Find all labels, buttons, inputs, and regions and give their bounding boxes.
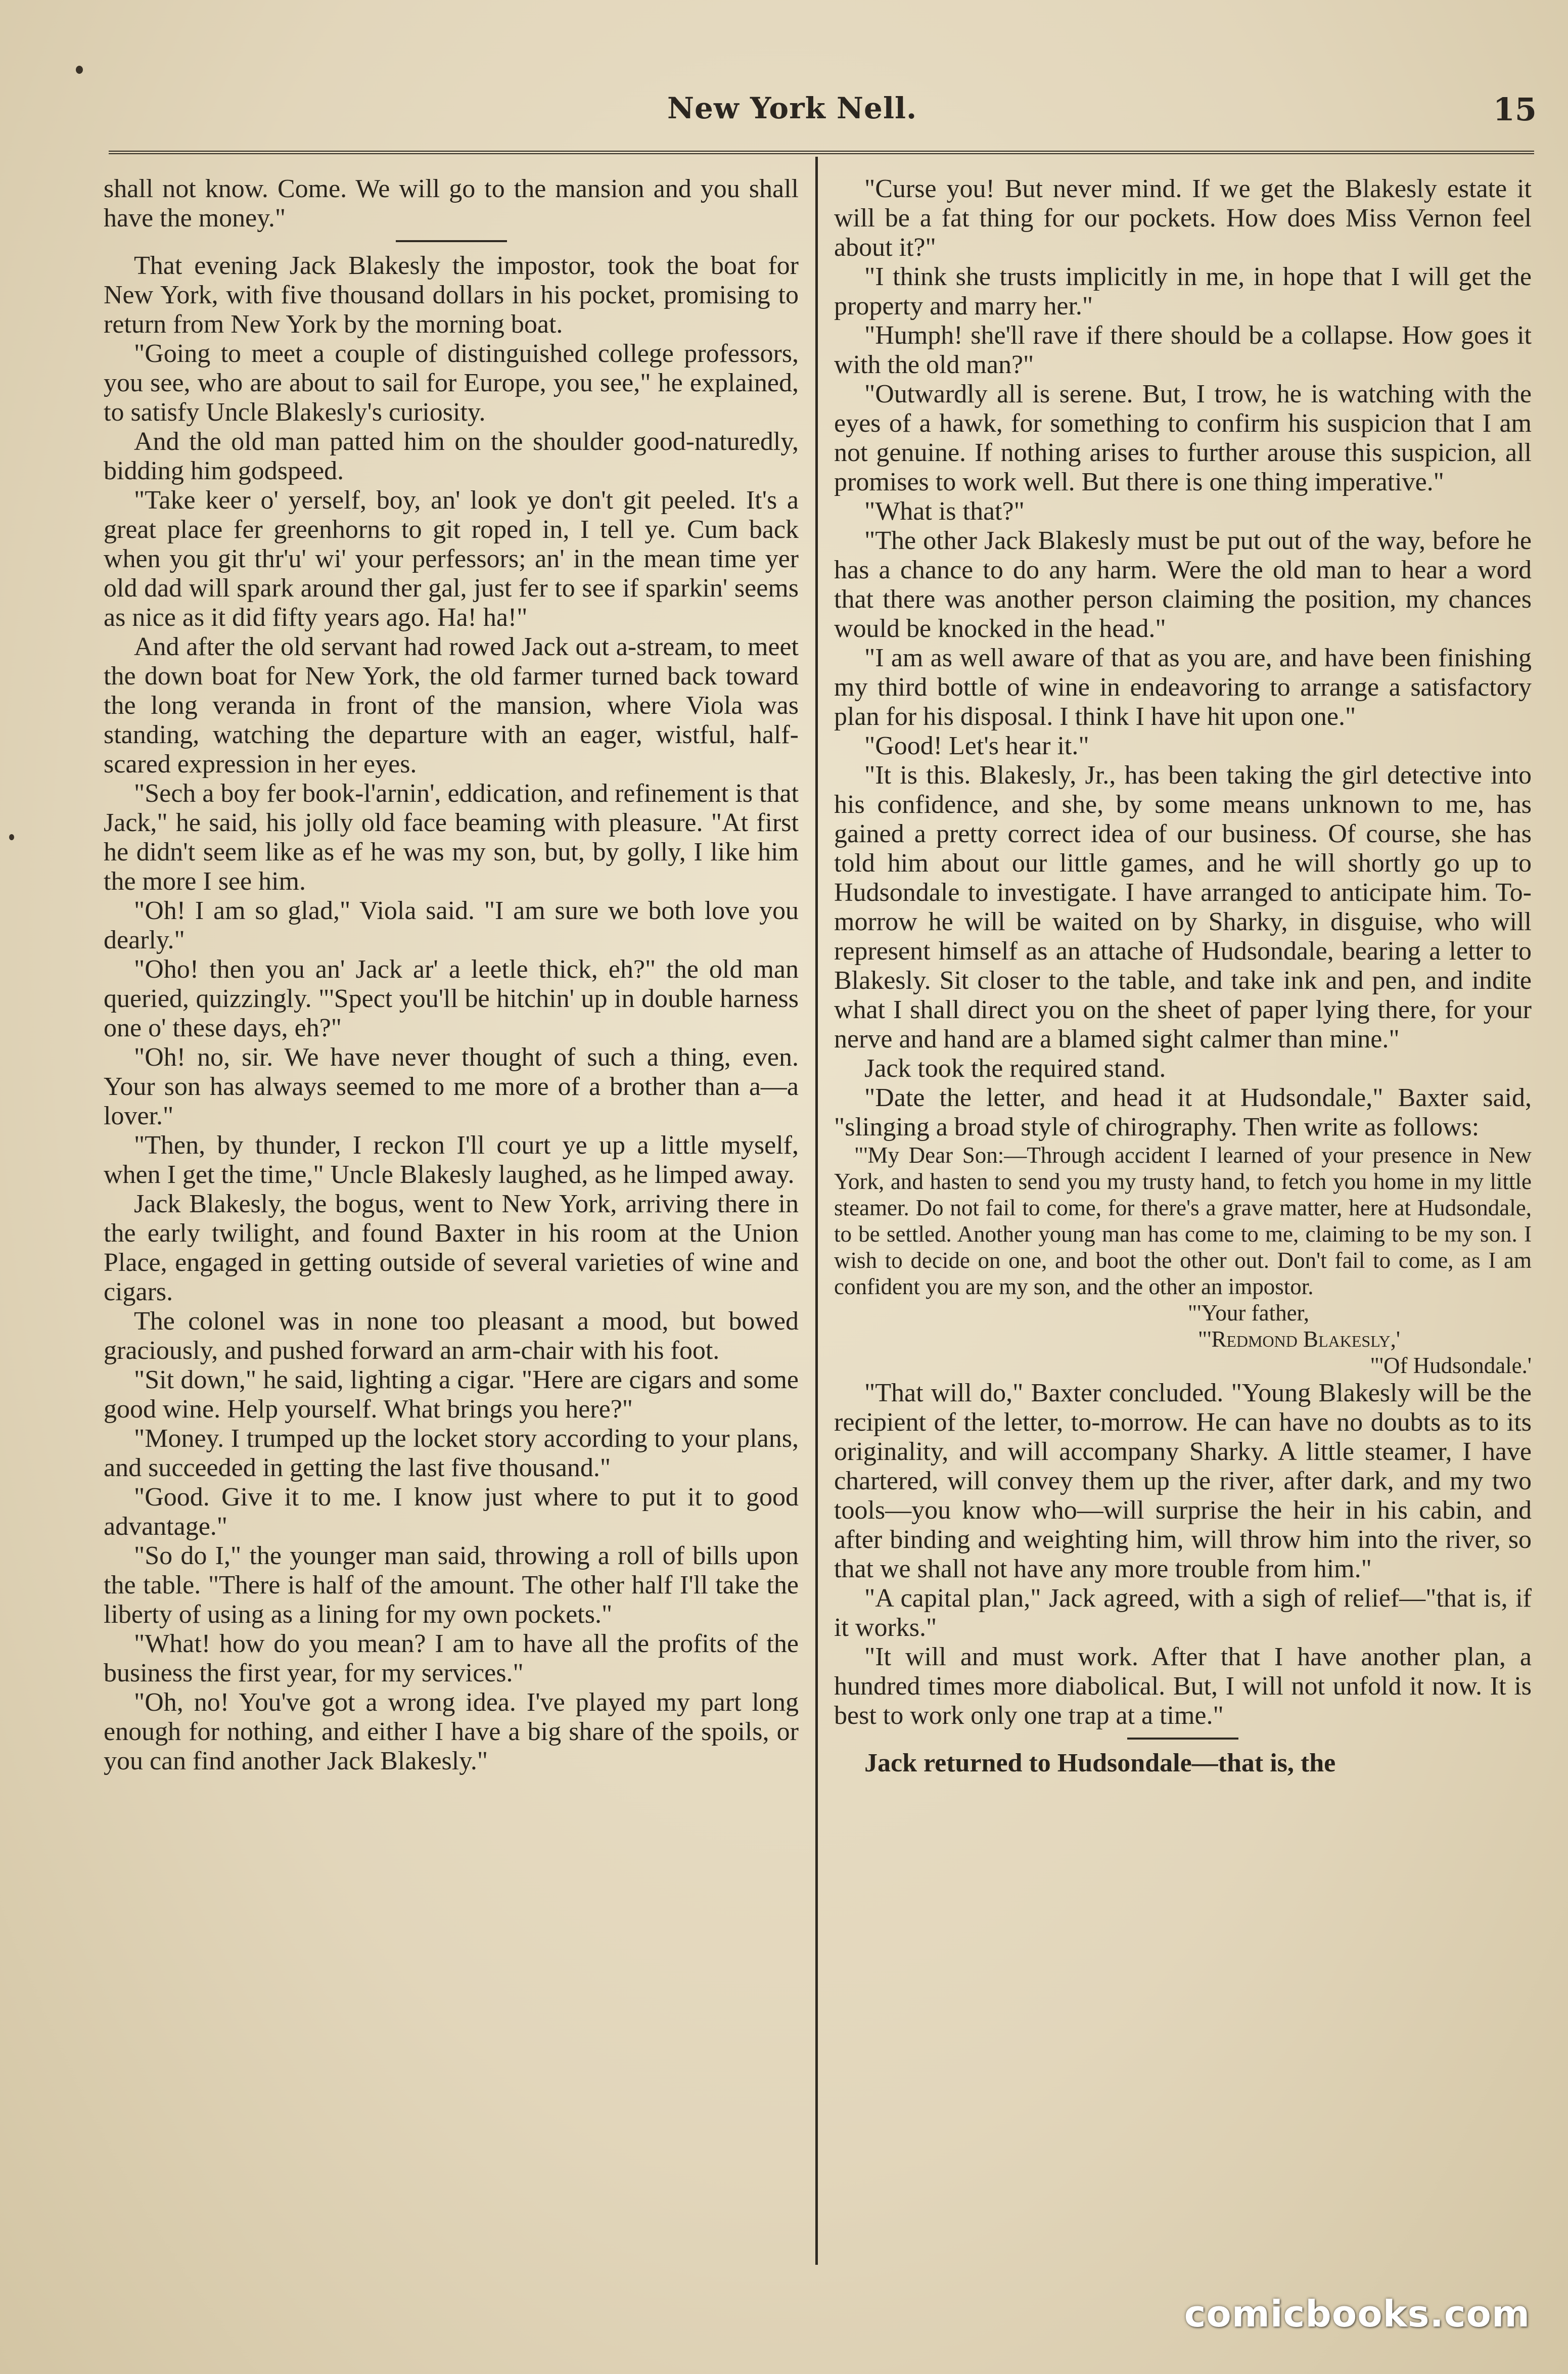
paragraph: "Date the letter, and head it at Hudsondale," Baxter said, "slinging a broad style of chirography. Then write as follows: bbox=[834, 1083, 1532, 1142]
paragraph: "Going to meet a couple of distinguished college professors, you see, who are about to sail for Europe, you see," he explained, to satisfy Uncle Blakesly's curiosity. bbox=[104, 339, 799, 427]
paragraph: "The other Jack Blakesly must be put out of the way, before he has a chance to do any harm. Were the old man to hear a word that there was another person claiming the position, my chances would be knocked in the head." bbox=[834, 526, 1532, 643]
running-title: New York Nell. bbox=[667, 91, 917, 125]
paragraph: The colonel was in none too pleasant a mood, but bowed graciously, and pushed forward an arm-chair with his foot. bbox=[104, 1307, 799, 1365]
page-number: 15 bbox=[1493, 91, 1537, 128]
section-rule bbox=[396, 240, 507, 242]
paragraph: "Then, by thunder, I reckon I'll court ye up a little myself, when I get the time," Uncle Blakesly laughed, as he limped away. bbox=[104, 1131, 799, 1189]
paragraph: "Outwardly all is serene. But, I trow, he is watching with the eyes of a hawk, for something to confirm his suspicion that I am not genuine. If nothing arises to further arouse this suspicion, all promises to work well. But there is one thing imperative." bbox=[834, 380, 1532, 496]
quoted-letter bbox=[834, 1142, 1532, 1379]
source-watermark: comicbooks.com bbox=[1184, 2293, 1530, 2335]
paragraph: "That will do," Baxter concluded. "Young Blakesly will be the recipient of the letter, to-morrow. He can have no doubts as to its originality, and will accompany Sharky. A little steamer, I have chartered, will convey them up the river, after dark, and my two tools—you know who—will surprise the heir in his cabin, and after binding and weighting him, will throw him into the river, so that we shall not have any more trouble from him." bbox=[834, 1379, 1532, 1583]
paragraph: Jack Blakesly, the bogus, went to New York, arriving there in the early twilight, and found Baxter in his room at the Union Place, engaged in getting outside of several varieties of wine and cigars. bbox=[104, 1190, 799, 1306]
column-divider bbox=[815, 157, 818, 2265]
paragraph: "Sech a boy fer book-l'arnin', eddication, and refinement is that Jack," he said, his jolly old face beaming with pleasure. "At first he didn't seem like as ef he was my son, but, by golly, I like him the more I see him. bbox=[104, 779, 799, 896]
paragraph: "Oho! then you an' Jack ar' a leetle thick, eh?" the old man queried, quizzingly. "'Spect you'll be hitchin' up in double harness one o' these days, eh?" bbox=[104, 955, 799, 1042]
paragraph: "Sit down," he said, lighting a cigar. "Here are cigars and some good wine. Help yourself. What brings you here?" bbox=[104, 1365, 799, 1424]
paper-speck bbox=[76, 66, 83, 74]
running-header bbox=[106, 86, 1537, 136]
paragraph: "I am as well aware of that as you are, and have been finishing my third bottle of wine in endeavoring to arrange a satisfactory plan for his disposal. I think I have hit upon one." bbox=[834, 644, 1532, 731]
paragraph: "Humph! she'll rave if there should be a collapse. How goes it with the old man?" bbox=[834, 321, 1532, 379]
section-rule bbox=[1127, 1738, 1238, 1740]
paragraph: "Oh! no, sir. We have never thought of such a thing, even. Your son has always seemed to me more of a brother than a—a lover." bbox=[104, 1043, 799, 1130]
paragraph: That evening Jack Blakesly the impostor, took the boat for New York, with five thousand dollars in his pocket, promising to return from New York by the morning boat. bbox=[104, 251, 799, 339]
paragraph: "Money. I trumped up the locket story according to your plans, and succeeded in getting the last five thousand." bbox=[104, 1424, 799, 1482]
header-rule bbox=[109, 151, 1534, 154]
paragraph: "It will and must work. After that I have another plan, a hundred times more diabolical. But, I will not unfold it now. It is best to work only one trap at a time." bbox=[834, 1642, 1532, 1730]
paragraph: "What is that?" bbox=[864, 497, 1025, 526]
paragraph: "Oh! I am so glad," Viola said. "I am sure we both love you dearly." bbox=[104, 896, 799, 954]
paragraph: "Oh, no! You've got a wrong idea. I've played my part long enough for nothing, and either I have a big share of the spoils, or you can find another Jack Blakesly." bbox=[104, 1688, 799, 1775]
closing-paragraph: Jack returned to Hudsondale—that is, the bbox=[864, 1749, 1336, 1777]
paragraph: "A capital plan," Jack agreed, with a sigh of relief—"that is, if it works." bbox=[834, 1584, 1532, 1642]
paragraph: "I think she trusts implicitly in me, in hope that I will get the property and marry her." bbox=[834, 262, 1532, 321]
letter-body: "'My Dear Son:—Through accident I learned of your presence in New York, and hasten to send you my trusty hand, to fetch you home in my little steamer. Do not fail to come, for there's a grave matter, here at Hudsondale, to be settled. Another young man has come to me, claiming to be my son. I wish to decide on one, and boot the other out. Don't fail to come, as I am confident you are my son, and the other an impostor. bbox=[834, 1143, 1532, 1299]
paragraph: Jack took the required stand. bbox=[864, 1054, 1166, 1083]
paragraph: "It is this. Blakesly, Jr., has been taking the girl detective into his confidence, and she, by some means unknown to me, has gained a pretty correct idea of our business. Of course, she has told him about our little games, and he will shortly go up to Hudsondale to investigate. I have arranged to anticipate him. To-morrow he will be waited on by Sharky, in disguise, who will represent himself as an attache of Hudsondale, bearing a letter to Blakesly. Sit closer to the table, and take ink and pen, and indite what I shall direct you on the sheet of paper lying there, for your nerve and hand are a blamed sight calmer than mine." bbox=[834, 761, 1532, 1054]
left-column bbox=[104, 174, 799, 1776]
paragraph: "Curse you! But never mind. If we get the Blakesly estate it will be a fat thing for our pockets. How does Miss Vernon feel about it?" bbox=[834, 174, 1532, 262]
paper-speck bbox=[9, 834, 14, 840]
paragraph: "Take keer o' yerself, boy, an' look ye don't git peeled. It's a great place fer greenhorns to git roped in, I tell ye. Cum back when you git thr'u' wi' your perfessors; an' in the mean time yer old dad will spark around ther gal, just fer to see if sparkin' seems as nice as it did fifty years ago. Ha! ha!" bbox=[104, 486, 799, 632]
paragraph: "So do I," the younger man said, throwing a roll of bills upon the table. "There is half of the amount. The other half I'll take the liberty of using as a lining for my own pockets." bbox=[104, 1541, 799, 1629]
letter-signature: "'Redmond Blakesly,' bbox=[1197, 1327, 1400, 1352]
paragraph: "Good! Let's hear it." bbox=[864, 732, 1089, 760]
paragraph: "Good. Give it to me. I know just where to put it to good advantage." bbox=[104, 1483, 799, 1541]
letter-place: "'Of Hudsondale.' bbox=[1370, 1353, 1532, 1378]
letter-closing: "'Your father, bbox=[1187, 1300, 1309, 1326]
paragraph: "What! how do you mean? I am to have all the profits of the business the first year, for my services." bbox=[104, 1629, 799, 1687]
right-column bbox=[834, 174, 1532, 1778]
paragraph: And after the old servant had rowed Jack out a-stream, to meet the down boat for New York, the old farmer turned back toward the long veranda in front of the mansion, where Viola was standing, watching the departure with an eager, wistful, half-scared expression in her eyes. bbox=[104, 632, 799, 779]
paragraph: shall not know. Come. We will go to the mansion and you shall have the money." bbox=[104, 174, 799, 233]
paragraph: And the old man patted him on the shoulder good-naturedly, bidding him godspeed. bbox=[104, 427, 799, 485]
